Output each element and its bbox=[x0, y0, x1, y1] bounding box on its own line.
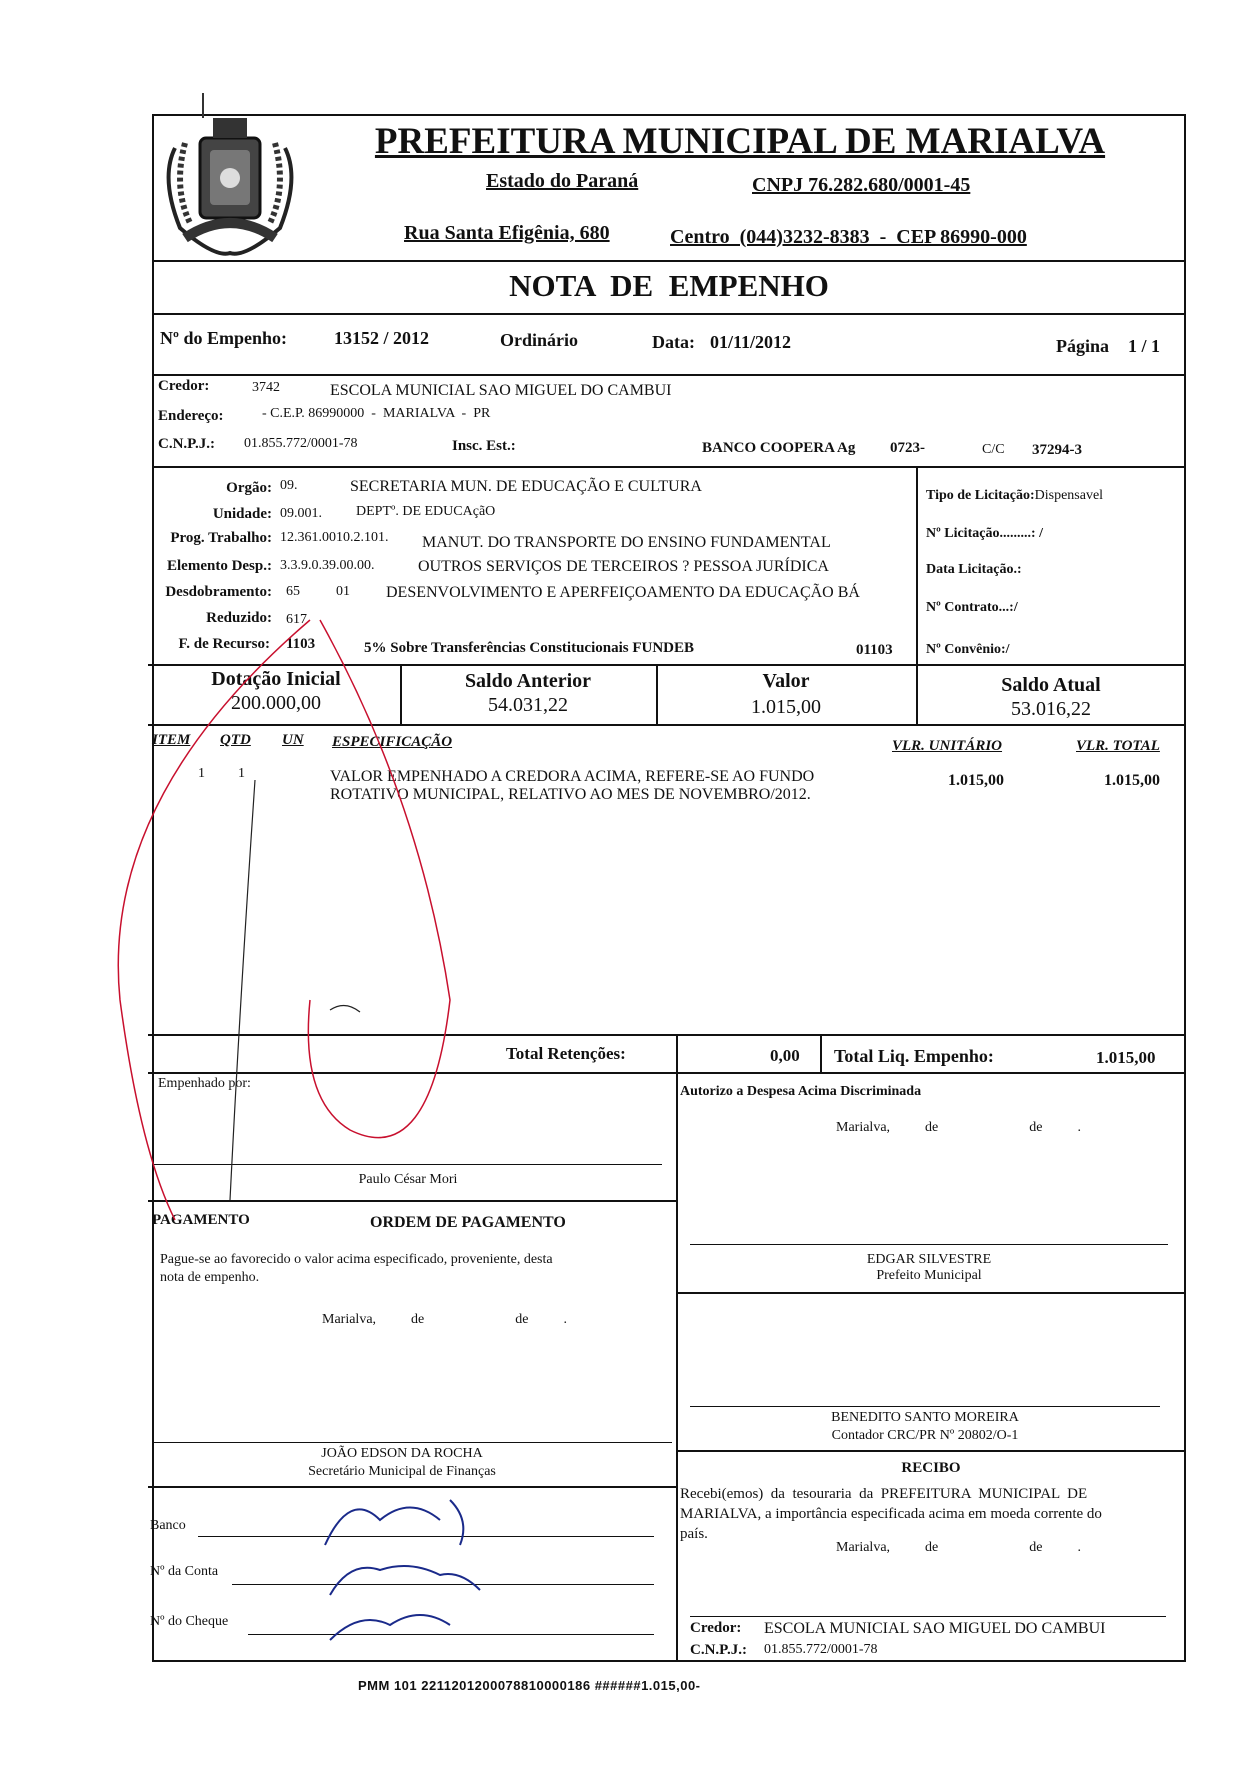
col-header-vlr-unit: VLR. UNITÁRIO bbox=[892, 738, 1003, 754]
licitacao-number: Nº Licitação.........: / bbox=[926, 526, 1043, 541]
signature-line bbox=[152, 1442, 672, 1443]
contador-title: Contador CRC/PR Nº 20802/O-1 bbox=[831, 1428, 1019, 1443]
prog-label: Prog. Trabalho: bbox=[170, 530, 272, 546]
col-header-espec: ESPECIFICAÇÃO bbox=[332, 734, 453, 750]
divider bbox=[152, 374, 1186, 376]
document-title: NOTA DE EMPENHO bbox=[509, 268, 829, 303]
input-line bbox=[248, 1634, 654, 1635]
recibo-text-2: MARIALVA, a importância especificada acima em moeda corrente do bbox=[680, 1506, 1102, 1522]
cnpj-value: 01.855.772/0001-78 bbox=[244, 436, 358, 451]
row-item: 1 bbox=[198, 766, 205, 781]
col-header-un: UN bbox=[282, 732, 304, 748]
cnpj-label: C.N.P.J.: bbox=[158, 436, 215, 452]
convenio-number: Nº Convênio:/ bbox=[926, 642, 1010, 657]
contador-name: BENEDITO SANTO MOREIRA bbox=[831, 1410, 1019, 1425]
retencoes-label: Total Retenções: bbox=[506, 1044, 626, 1063]
secretario-title: Secretário Municipal de Finanças bbox=[308, 1464, 496, 1479]
crest-icon bbox=[155, 88, 305, 263]
prefeito-name: EDGAR SILVESTRE bbox=[866, 1252, 992, 1267]
col-header-qtd: QTD bbox=[220, 732, 251, 748]
retencoes-value: 0,00 bbox=[770, 1046, 800, 1065]
prefeito-title: Prefeito Municipal bbox=[876, 1268, 982, 1283]
col-header-vlr-total: VLR. TOTAL bbox=[1076, 738, 1160, 754]
unidade-code: 09.001. bbox=[280, 506, 322, 521]
header-state: Estado do Paraná bbox=[486, 170, 639, 192]
empenho-number: 13152 / 2012 bbox=[334, 328, 430, 348]
liquido-value: 1.015,00 bbox=[1096, 1048, 1156, 1067]
empenho-date: 01/11/2012 bbox=[710, 332, 792, 352]
conta-label: Nº da Conta bbox=[150, 1564, 219, 1579]
address-label: Endereço: bbox=[158, 408, 224, 424]
divider bbox=[916, 466, 918, 666]
input-line bbox=[232, 1584, 654, 1585]
secretario-name: JOÃO EDSON DA ROCHA bbox=[321, 1446, 483, 1461]
cc-value: 37294-3 bbox=[1032, 442, 1082, 458]
saldo-value-valor: 1.015,00 bbox=[751, 696, 821, 718]
unidade-label: Unidade: bbox=[212, 506, 272, 522]
bank-agency: 0723- bbox=[890, 440, 925, 456]
signature-line bbox=[154, 1164, 662, 1165]
recibo-title: RECIBO bbox=[901, 1460, 961, 1476]
row-vlr-unit: 1.015,00 bbox=[948, 772, 1004, 789]
cc-label: C/C bbox=[982, 442, 1005, 457]
recibo-credor-name: ESCOLA MUNICIAL SAO MIGUEL DO CAMBUI bbox=[764, 1620, 1106, 1637]
orgao-name: SECRETARIA MUN. DE EDUCAÇÃO E CULTURA bbox=[350, 478, 702, 495]
signature-line bbox=[690, 1406, 1160, 1407]
recibo-local-data: Marialva, de de . bbox=[836, 1540, 1081, 1555]
header-address: Rua Santa Efigênia, 680 bbox=[404, 222, 610, 244]
liquido-label: Total Liq. Empenho: bbox=[834, 1046, 994, 1066]
credor-label: Credor: bbox=[158, 378, 210, 394]
recurso-number: 01103 bbox=[856, 642, 893, 658]
autorizo-local-data: Marialva, de de . bbox=[836, 1120, 1081, 1135]
header-cnpj: CNPJ 76.282.680/0001-45 bbox=[752, 174, 971, 196]
row-espec-2: ROTATIVO MUNICIPAL, RELATIVO AO MES DE NOVEMBRO/2012. bbox=[330, 786, 811, 803]
divider bbox=[676, 1072, 678, 1662]
recurso-label: F. de Recurso: bbox=[178, 636, 270, 652]
empenho-type: Ordinário bbox=[500, 330, 579, 350]
saldo-label-atual: Saldo Atual bbox=[1001, 674, 1101, 696]
elemento-name: OUTROS SERVIÇOS DE TERCEIROS ? PESSOA JURÍDICA bbox=[418, 558, 829, 575]
licitacao-type-label: Tipo de Licitação: bbox=[926, 488, 1035, 503]
banco-label: Banco bbox=[150, 1518, 186, 1533]
reduzido-label: Reduzido: bbox=[206, 610, 272, 626]
empenho-number-label: Nº do Empenho: bbox=[160, 328, 287, 348]
recurso-name: 5% Sobre Transferências Constitucionais FUNDEB bbox=[364, 640, 695, 656]
pagamento-label: PAGAMENTO bbox=[152, 1212, 250, 1228]
recibo-text-1: Recebi(emos) da tesouraria da PREFEITURA MUNICIPAL DE bbox=[680, 1486, 1088, 1502]
reduzido-value: 617 bbox=[286, 612, 307, 627]
recibo-cnpj-label: C.N.P.J.: bbox=[690, 1642, 747, 1658]
desdobramento-name: DESENVOLVIMENTO E APERFEIÇOAMENTO DA EDUCAÇÃO BÁ bbox=[386, 584, 860, 601]
recibo-cnpj-value: 01.855.772/0001-78 bbox=[764, 1642, 878, 1657]
saldo-value-anterior: 54.031,22 bbox=[488, 694, 568, 716]
address-value: - C.E.P. 86990000 - MARIALVA - PR bbox=[262, 406, 491, 421]
row-vlr-total: 1.015,00 bbox=[1104, 772, 1160, 789]
bank-name: BANCO COOPERA Ag bbox=[702, 440, 856, 456]
credor-code: 3742 bbox=[252, 380, 280, 395]
contrato-number: Nº Contrato...:/ bbox=[926, 600, 1018, 615]
prog-name: MANUT. DO TRANSPORTE DO ENSINO FUNDAMENTAL bbox=[422, 534, 831, 551]
saldo-value-dotacao: 200.000,00 bbox=[231, 692, 321, 714]
divider bbox=[148, 1072, 1186, 1074]
divider bbox=[148, 1034, 1186, 1036]
row-qtd: 1 bbox=[238, 766, 245, 781]
divider bbox=[152, 313, 1186, 315]
signature-line bbox=[690, 1616, 1166, 1617]
saldo-label-valor: Valor bbox=[762, 670, 810, 692]
divider bbox=[676, 1292, 1186, 1294]
licitacao-type-value: Dispensavel bbox=[1034, 488, 1104, 503]
insc-label: Insc. Est.: bbox=[452, 438, 516, 454]
recibo-credor-label: Credor: bbox=[690, 1620, 742, 1636]
micr-line: PMM 101 2211201200078810000186 ######1.015,00- bbox=[358, 1678, 701, 1693]
page-label: Página bbox=[1056, 336, 1110, 356]
row-espec-1: VALOR EMPENHADO A CREDORA ACIMA, REFERE-SE AO FUNDO bbox=[330, 768, 815, 785]
empenhado-label: Empenhado por: bbox=[158, 1076, 251, 1091]
page-number: 1 / 1 bbox=[1128, 336, 1161, 356]
pagamento-text-1: Pague-se ao favorecido o valor acima especificado, proveniente, desta bbox=[160, 1252, 553, 1267]
header-title: PREFEITURA MUNICIPAL DE MARIALVA bbox=[374, 121, 1106, 162]
desdobramento-b: 01 bbox=[336, 584, 350, 599]
divider bbox=[676, 1034, 678, 1072]
divider bbox=[148, 1200, 676, 1202]
header-district-phone: Centro (044)3232-8383 - CEP 86990-000 bbox=[670, 226, 1027, 248]
saldo-value-atual: 53.016,22 bbox=[1011, 698, 1091, 720]
licitacao-date: Data Licitação.: bbox=[926, 562, 1022, 577]
cheque-label: Nº do Cheque bbox=[150, 1614, 229, 1629]
credor-name: ESCOLA MUNICIAL SAO MIGUEL DO CAMBUI bbox=[330, 382, 672, 399]
licitacao-type bbox=[926, 488, 1103, 504]
pagamento-local-data: Marialva, de de . bbox=[322, 1312, 567, 1327]
divider bbox=[152, 466, 1186, 468]
divider bbox=[820, 1034, 822, 1072]
col-header-item: ITEM bbox=[152, 732, 191, 748]
empenho-date-label: Data: bbox=[652, 332, 695, 352]
prog-code: 12.361.0010.2.101. bbox=[280, 530, 389, 545]
ordem-label: ORDEM DE PAGAMENTO bbox=[370, 1214, 566, 1231]
pagamento-text-2: nota de empenho. bbox=[160, 1270, 260, 1285]
divider bbox=[152, 260, 1186, 262]
recurso-code: 1103 bbox=[286, 636, 316, 652]
orgao-code: 09. bbox=[280, 478, 298, 493]
orgao-label: Orgão: bbox=[226, 480, 272, 496]
empenhado-name: Paulo César Mori bbox=[358, 1172, 458, 1187]
unidade-name: DEPTº. DE EDUCAçãO bbox=[356, 504, 496, 519]
saldo-label-anterior: Saldo Anterior bbox=[464, 670, 592, 692]
input-line bbox=[198, 1536, 654, 1537]
signature-line bbox=[690, 1244, 1168, 1245]
desdobramento-a: 65 bbox=[286, 584, 300, 599]
divider bbox=[676, 1450, 1186, 1452]
divider bbox=[148, 724, 1186, 726]
divider bbox=[148, 664, 1186, 666]
elemento-label: Elemento Desp.: bbox=[167, 558, 272, 574]
elemento-code: 3.3.9.0.39.00.00. bbox=[280, 558, 375, 573]
desdobramento-label: Desdobramento: bbox=[165, 584, 272, 600]
autorizo-text: Autorizo a Despesa Acima Discriminada bbox=[680, 1084, 922, 1099]
divider bbox=[148, 1486, 676, 1488]
saldo-label-dotacao: Dotação Inicial bbox=[211, 668, 341, 690]
recibo-text-3: país. bbox=[680, 1526, 708, 1542]
